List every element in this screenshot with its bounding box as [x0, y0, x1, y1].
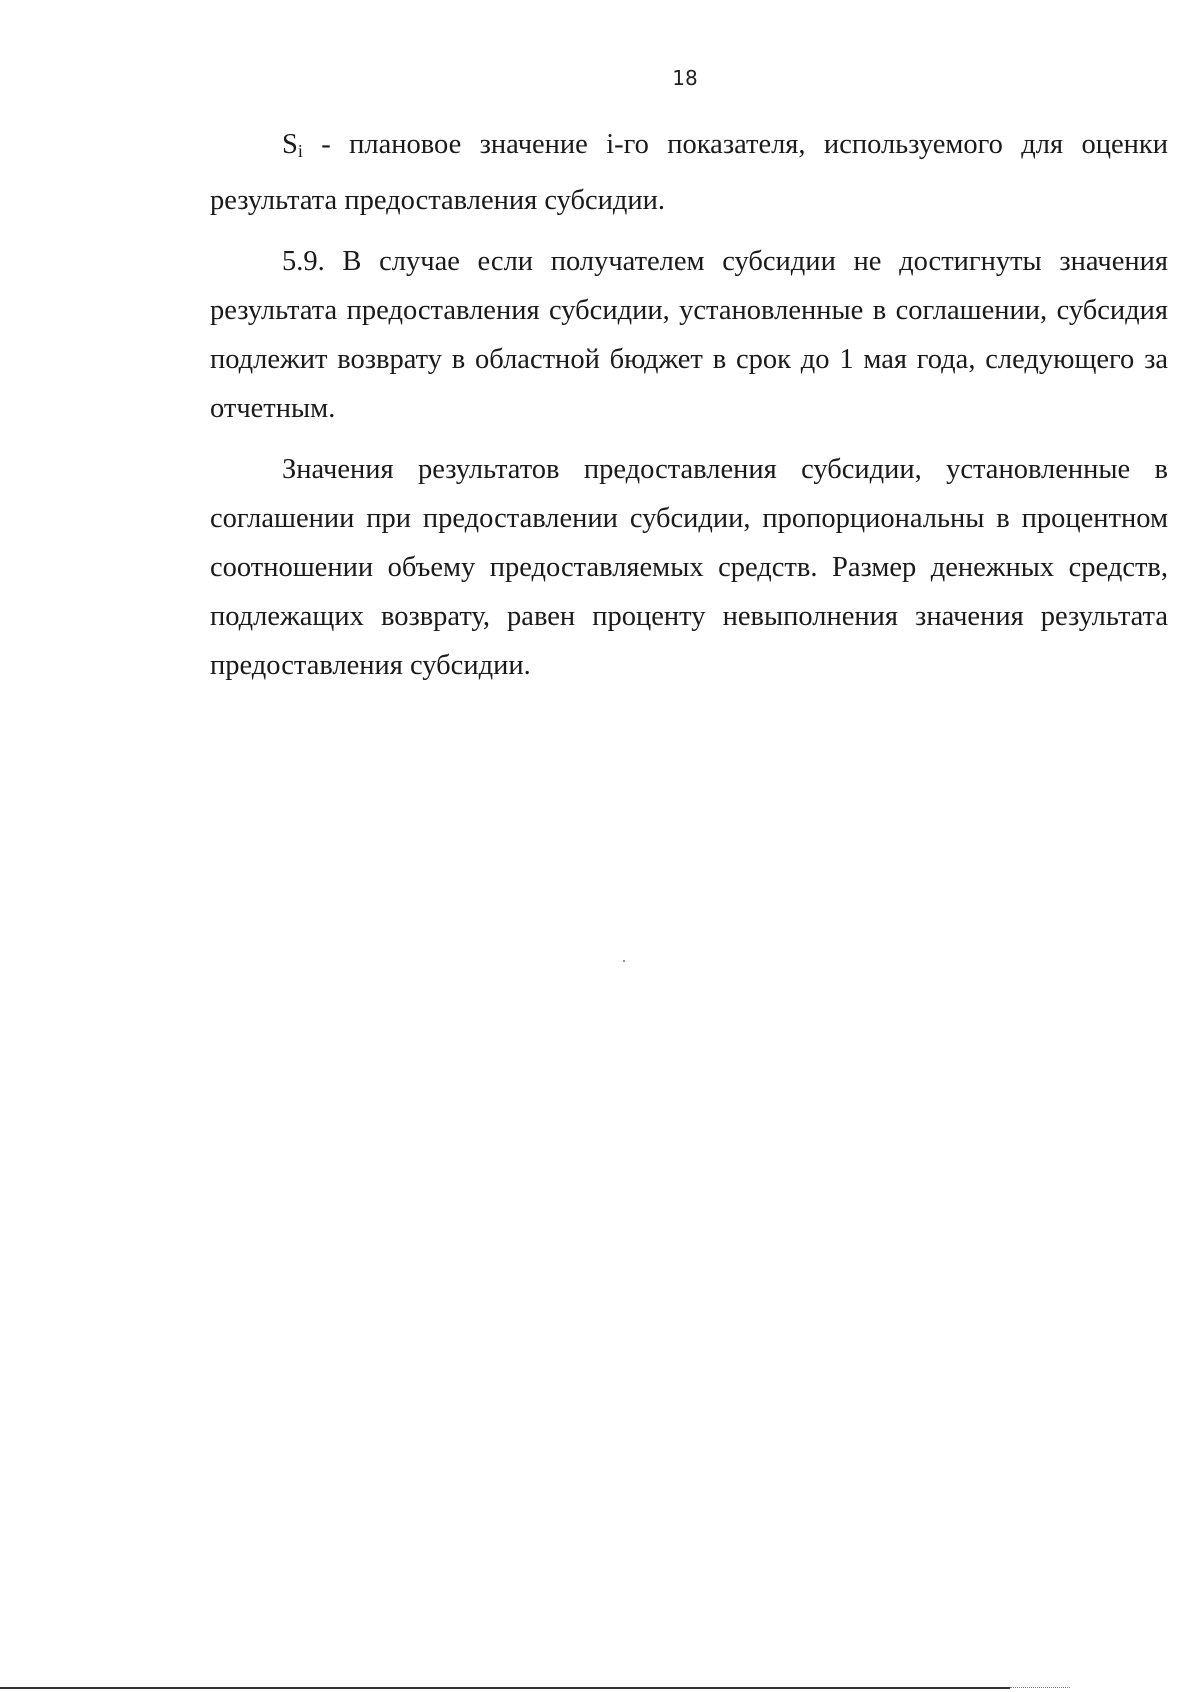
symbol-subscript: i: [297, 141, 303, 161]
bottom-scan-line-faint: [1010, 1687, 1070, 1688]
document-body: [210, 120, 1168, 690]
bottom-scan-line: [0, 1687, 1010, 1689]
paragraph-5-9: 5.9. В случае если получателем субсидии не достигнуты значения результата предоставления субсидии, установленные в соглашении, субсидия подлежит возврату в областной бюджет в срок до 1 мая года, следующего за отчетным.: [210, 246, 1168, 424]
symbol-s: S: [282, 129, 298, 160]
page-number: 18: [672, 66, 698, 90]
scan-speck: [623, 960, 625, 962]
paragraph-definition: [210, 120, 1168, 225]
paragraph-results: Значения результатов предоставления субсидии, установленные в соглашении при предоставлении субсидии, пропорциональны в процентном соотношении объему предоставляемых средств. Размер денежных средств, подлежащих возврату, равен проценту невыполнения значения результата предоставления субсидии.: [210, 454, 1168, 681]
definition-text: - плановое значение i-го показателя, используемого для оценки результата предоставления субсидии.: [210, 129, 1168, 216]
